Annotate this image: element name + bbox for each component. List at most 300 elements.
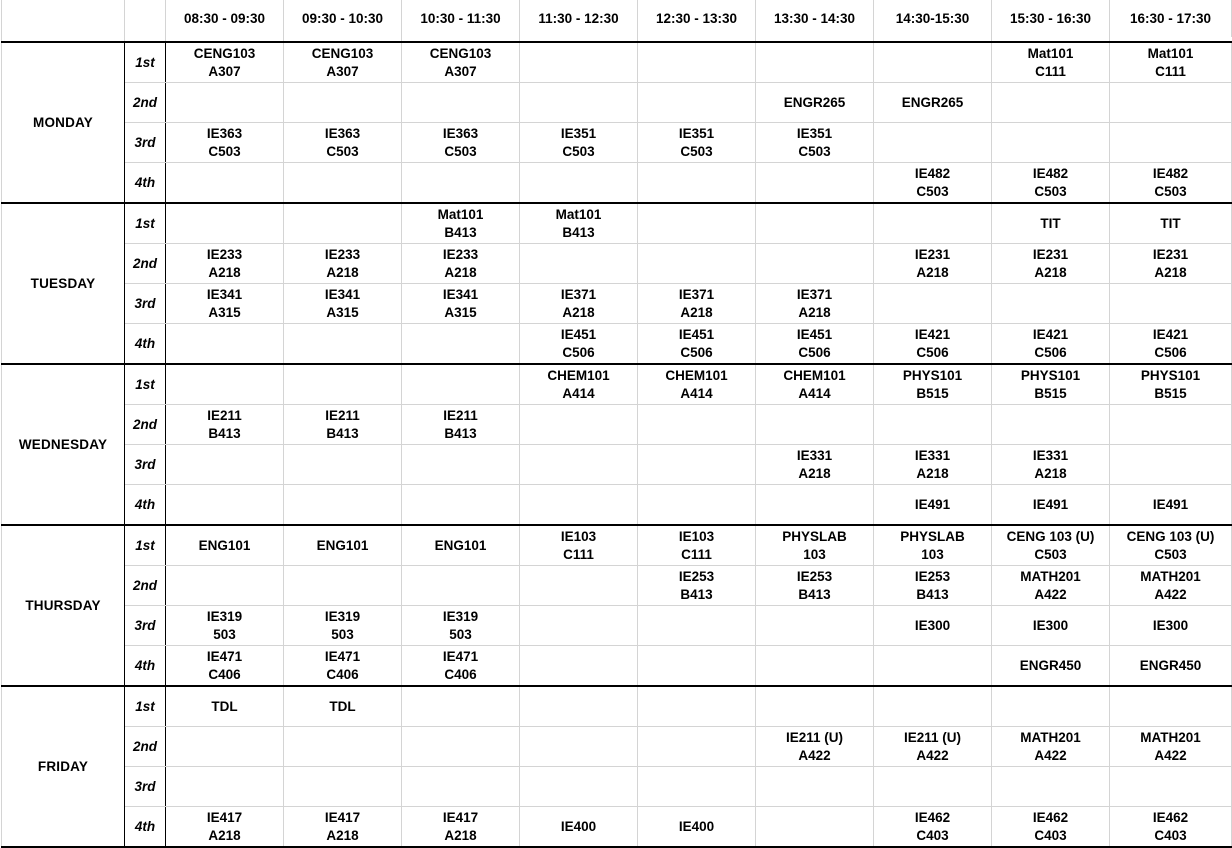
course-cell [992, 364, 1110, 405]
course-cell [1110, 807, 1232, 848]
course-cell [166, 123, 284, 163]
empty-cell [520, 83, 638, 123]
empty-cell [1110, 767, 1232, 807]
slot-label: 4th [125, 324, 166, 365]
empty-cell [638, 485, 756, 526]
empty-cell [284, 445, 402, 485]
course-code: TIT [1040, 215, 1061, 231]
course-cell [166, 686, 284, 727]
course-code: IE400 [678, 818, 715, 834]
course-cell [402, 606, 520, 646]
course-code: IE233 [442, 246, 479, 262]
course-code: IE451 [560, 326, 597, 342]
course-cell [638, 566, 756, 606]
course-cell [992, 445, 1110, 485]
course-code: IE482 [1152, 165, 1189, 181]
slot-label: 2nd [125, 566, 166, 606]
course-cell [520, 807, 638, 848]
course-code: IE491 [1152, 496, 1189, 512]
course-code: MATH201 [1140, 568, 1201, 584]
course-code: ENGR450 [1019, 657, 1082, 673]
course-code: IE341 [442, 286, 479, 302]
course-cell [1110, 163, 1232, 204]
room-code: B515 [916, 385, 949, 401]
room-code: C503 [1154, 546, 1187, 562]
empty-cell [284, 83, 402, 123]
course-cell [284, 244, 402, 284]
course-code: PHYS101 [902, 367, 963, 383]
course-code: ENG101 [316, 537, 369, 553]
course-code: IE253 [796, 568, 833, 584]
slot-label: 4th [125, 646, 166, 687]
course-cell [874, 163, 992, 204]
empty-cell [402, 686, 520, 727]
empty-cell [874, 123, 992, 163]
course-cell [874, 807, 992, 848]
time-header: 11:30 - 12:30 [520, 0, 638, 37]
course-cell [992, 203, 1110, 244]
schedule-row-friday-1st [2, 686, 1232, 727]
room-code: C111 [681, 546, 712, 562]
course-cell [284, 525, 402, 566]
course-code: IE451 [678, 326, 715, 342]
room-code: C506 [562, 344, 595, 360]
empty-cell [992, 405, 1110, 445]
course-code: IE351 [678, 125, 715, 141]
course-cell [284, 807, 402, 848]
course-cell [992, 163, 1110, 204]
empty-cell [638, 244, 756, 284]
course-code: IE331 [1032, 447, 1069, 463]
room-code: C503 [798, 143, 831, 159]
schedule-row-friday-2nd [2, 727, 1232, 767]
slot-label: 4th [125, 163, 166, 204]
course-cell [284, 646, 402, 687]
room-code: A218 [916, 264, 949, 280]
day-label: MONDAY [2, 42, 125, 203]
course-cell [166, 807, 284, 848]
empty-cell [874, 767, 992, 807]
course-code: TIT [1160, 215, 1181, 231]
course-cell [992, 606, 1110, 646]
room-code: C506 [680, 344, 713, 360]
course-cell [992, 42, 1110, 83]
course-cell [1110, 324, 1232, 365]
empty-cell [402, 727, 520, 767]
course-cell [402, 203, 520, 244]
room-code: A422 [1154, 586, 1187, 602]
course-cell [1110, 566, 1232, 606]
course-code: IE421 [914, 326, 951, 342]
course-code: IE211 [325, 407, 360, 423]
schedule-row-tuesday-3rd [2, 284, 1232, 324]
course-cell [756, 284, 874, 324]
course-cell [166, 606, 284, 646]
empty-cell [638, 606, 756, 646]
slot-label: 1st [125, 525, 166, 566]
slot-label: 1st [125, 42, 166, 83]
room-code: A422 [1154, 747, 1187, 763]
course-code: CENG103 [193, 45, 256, 61]
schedule-row-thursday-4th [2, 646, 1232, 687]
room-code: B515 [1154, 385, 1187, 401]
room-code: A315 [326, 304, 359, 320]
room-code: A422 [1034, 586, 1067, 602]
empty-cell [520, 686, 638, 727]
room-code: A218 [1154, 264, 1187, 280]
room-code: A218 [916, 465, 949, 481]
empty-cell [638, 767, 756, 807]
time-header: 15:30 - 16:30 [992, 0, 1110, 37]
course-cell [1110, 485, 1232, 526]
course-code: MATH201 [1140, 729, 1201, 745]
course-cell [1110, 606, 1232, 646]
empty-cell [520, 606, 638, 646]
empty-cell [874, 42, 992, 83]
course-cell [166, 405, 284, 445]
empty-cell [756, 606, 874, 646]
empty-cell [874, 686, 992, 727]
course-code: IE300 [1152, 617, 1189, 633]
time-header: 16:30 - 17:30 [1110, 0, 1232, 37]
slot-label: 1st [125, 364, 166, 405]
empty-cell [874, 203, 992, 244]
empty-cell [874, 284, 992, 324]
course-code: IE351 [560, 125, 597, 141]
empty-cell [756, 485, 874, 526]
course-code: MATH201 [1020, 568, 1081, 584]
course-cell [284, 686, 402, 727]
course-cell [284, 42, 402, 83]
day-label: THURSDAY [2, 525, 125, 686]
course-cell [874, 324, 992, 365]
day-label: TUESDAY [2, 203, 125, 364]
course-cell [638, 364, 756, 405]
room-code: 103 [803, 546, 826, 562]
course-code: IE417 [206, 809, 243, 825]
slot-label: 2nd [125, 244, 166, 284]
slot-label: 2nd [125, 83, 166, 123]
time-header: 10:30 - 11:30 [402, 0, 520, 37]
course-code: IE319 [206, 608, 243, 624]
course-code: IE482 [1032, 165, 1069, 181]
course-code: ENG101 [434, 537, 487, 553]
empty-cell [520, 163, 638, 204]
day-label: FRIDAY [2, 686, 125, 847]
room-code: A218 [326, 264, 359, 280]
empty-cell [166, 727, 284, 767]
course-code: IE103 [678, 528, 715, 544]
course-cell [874, 727, 992, 767]
room-code: C111 [1155, 63, 1186, 79]
room-code: A414 [680, 385, 713, 401]
empty-cell [520, 767, 638, 807]
empty-cell [402, 445, 520, 485]
empty-cell [638, 405, 756, 445]
empty-cell [520, 485, 638, 526]
empty-cell [1110, 284, 1232, 324]
course-code: IE400 [560, 818, 597, 834]
course-code: IE211 (U) [785, 729, 844, 745]
slot-label: 2nd [125, 405, 166, 445]
room-code: 103 [921, 546, 944, 562]
empty-cell [520, 445, 638, 485]
course-cell [992, 485, 1110, 526]
room-code: C406 [326, 666, 359, 682]
course-cell [874, 445, 992, 485]
course-code: IE231 [1032, 246, 1069, 262]
slot-label: 3rd [125, 767, 166, 807]
empty-cell [402, 767, 520, 807]
room-code: C503 [916, 183, 949, 199]
course-code: PHYS101 [1140, 367, 1201, 383]
course-code: IE363 [324, 125, 361, 141]
empty-cell [402, 364, 520, 405]
room-code: C506 [798, 344, 831, 360]
empty-cell [402, 83, 520, 123]
corner-cell [2, 0, 125, 37]
course-cell [992, 727, 1110, 767]
course-code: IE462 [1032, 809, 1069, 825]
empty-cell [756, 686, 874, 727]
course-code: IE233 [206, 246, 243, 262]
course-code: IE341 [206, 286, 243, 302]
empty-cell [1110, 123, 1232, 163]
schedule-row-wednesday-2nd [2, 405, 1232, 445]
room-code: C503 [326, 143, 359, 159]
room-code: C406 [444, 666, 477, 682]
schedule-row-monday-3rd [2, 123, 1232, 163]
course-cell [756, 324, 874, 365]
course-cell [992, 566, 1110, 606]
course-code: IE471 [442, 648, 479, 664]
course-code: MATH201 [1020, 729, 1081, 745]
course-cell [284, 606, 402, 646]
room-code: C503 [208, 143, 241, 159]
course-cell [402, 42, 520, 83]
schedule-row-monday-4th [2, 163, 1232, 204]
empty-cell [520, 646, 638, 687]
empty-cell [166, 83, 284, 123]
course-cell [638, 284, 756, 324]
slot-label: 2nd [125, 727, 166, 767]
room-code: 503 [331, 626, 354, 642]
room-code: A422 [1034, 747, 1067, 763]
slot-label: 4th [125, 807, 166, 848]
room-code: C111 [563, 546, 594, 562]
empty-cell [756, 646, 874, 687]
empty-cell [1110, 83, 1232, 123]
course-code: IE491 [1032, 496, 1069, 512]
room-code: C503 [1154, 183, 1187, 199]
empty-cell [756, 42, 874, 83]
course-cell [402, 807, 520, 848]
course-code: IE233 [324, 246, 361, 262]
course-cell [756, 727, 874, 767]
course-code: IE351 [796, 125, 833, 141]
course-code: IE491 [914, 496, 951, 512]
course-code: IE462 [914, 809, 951, 825]
course-cell [992, 646, 1110, 687]
course-code: CHEM101 [547, 367, 610, 383]
course-cell [520, 203, 638, 244]
empty-cell [756, 807, 874, 848]
empty-cell [284, 163, 402, 204]
room-code: C403 [1034, 827, 1067, 843]
room-code: C503 [562, 143, 595, 159]
corner-cell-slot [125, 0, 166, 37]
course-cell [1110, 525, 1232, 566]
course-cell [638, 324, 756, 365]
empty-cell [402, 566, 520, 606]
course-cell [402, 123, 520, 163]
empty-cell [284, 203, 402, 244]
slot-label: 4th [125, 485, 166, 526]
empty-cell [756, 244, 874, 284]
empty-cell [166, 485, 284, 526]
course-cell [284, 405, 402, 445]
empty-cell [284, 727, 402, 767]
room-code: A307 [208, 63, 241, 79]
empty-cell [284, 485, 402, 526]
course-cell [520, 324, 638, 365]
course-cell [756, 525, 874, 566]
empty-cell [992, 767, 1110, 807]
course-code: IE211 [207, 407, 242, 423]
course-cell [520, 525, 638, 566]
course-code: CHEM101 [665, 367, 728, 383]
course-cell [1110, 203, 1232, 244]
course-code: IE331 [796, 447, 833, 463]
course-code: Mat101 [1147, 45, 1194, 61]
course-cell [402, 525, 520, 566]
empty-cell [166, 163, 284, 204]
course-code: IE331 [914, 447, 951, 463]
room-code: A218 [208, 264, 241, 280]
weekly-schedule-table [1, 0, 1232, 848]
empty-cell [756, 767, 874, 807]
course-code: IE471 [324, 648, 361, 664]
empty-cell [638, 727, 756, 767]
empty-cell [166, 203, 284, 244]
course-code: PHYS101 [1020, 367, 1081, 383]
course-code: ENGR265 [901, 94, 964, 110]
schedule-row-monday-2nd [2, 83, 1232, 123]
empty-cell [756, 405, 874, 445]
course-cell [756, 566, 874, 606]
empty-cell [166, 364, 284, 405]
room-code: A218 [798, 465, 831, 481]
room-code: A414 [562, 385, 595, 401]
course-cell [284, 123, 402, 163]
schedule-row-wednesday-3rd [2, 445, 1232, 485]
room-code: C506 [1034, 344, 1067, 360]
course-cell [874, 525, 992, 566]
empty-cell [520, 405, 638, 445]
course-code: IE417 [442, 809, 479, 825]
course-code: IE363 [206, 125, 243, 141]
course-code: IE231 [914, 246, 951, 262]
room-code: A422 [916, 747, 949, 763]
schedule-row-wednesday-4th [2, 485, 1232, 526]
empty-cell [874, 646, 992, 687]
empty-cell [1110, 445, 1232, 485]
course-code: Mat101 [437, 206, 484, 222]
schedule-row-thursday-1st [2, 525, 1232, 566]
course-code: IE471 [206, 648, 243, 664]
slot-label: 3rd [125, 123, 166, 163]
course-cell [166, 284, 284, 324]
course-code: TDL [211, 698, 238, 714]
room-code: C406 [208, 666, 241, 682]
room-code: 503 [449, 626, 472, 642]
room-code: C503 [680, 143, 713, 159]
empty-cell [166, 566, 284, 606]
course-code: ENGR265 [783, 94, 846, 110]
empty-cell [638, 42, 756, 83]
empty-cell [638, 445, 756, 485]
room-code: C111 [1035, 63, 1066, 79]
empty-cell [756, 163, 874, 204]
room-code: A218 [208, 827, 241, 843]
empty-cell [520, 244, 638, 284]
course-cell [756, 123, 874, 163]
room-code: C503 [444, 143, 477, 159]
empty-cell [992, 123, 1110, 163]
course-code: IE253 [678, 568, 715, 584]
course-cell [402, 244, 520, 284]
schedule-row-thursday-2nd [2, 566, 1232, 606]
course-cell [520, 364, 638, 405]
empty-cell [402, 163, 520, 204]
room-code: B413 [444, 224, 477, 240]
schedule-row-friday-3rd [2, 767, 1232, 807]
room-code: B413 [208, 425, 241, 441]
course-code: IE341 [324, 286, 361, 302]
course-code: IE462 [1152, 809, 1189, 825]
course-cell [284, 284, 402, 324]
room-code: A307 [444, 63, 477, 79]
course-cell [638, 123, 756, 163]
room-code: A218 [444, 827, 477, 843]
slot-label: 3rd [125, 284, 166, 324]
course-cell [166, 42, 284, 83]
empty-cell [284, 767, 402, 807]
room-code: B515 [1034, 385, 1067, 401]
course-code: IE451 [796, 326, 833, 342]
course-code: IE103 [560, 528, 597, 544]
course-code: CENG103 [311, 45, 374, 61]
schedule-body [2, 42, 1232, 847]
course-cell [992, 244, 1110, 284]
room-code: A218 [444, 264, 477, 280]
room-code: A218 [1034, 465, 1067, 481]
empty-cell [638, 163, 756, 204]
course-cell [992, 324, 1110, 365]
course-cell [1110, 244, 1232, 284]
empty-cell [166, 324, 284, 365]
course-code: IE371 [678, 286, 715, 302]
course-cell [874, 83, 992, 123]
room-code: A422 [798, 747, 831, 763]
slot-label: 1st [125, 203, 166, 244]
course-cell [992, 807, 1110, 848]
schedule-row-tuesday-1st [2, 203, 1232, 244]
course-code: ENGR450 [1139, 657, 1202, 673]
room-code: A218 [1034, 264, 1067, 280]
empty-cell [1110, 405, 1232, 445]
course-cell [1110, 364, 1232, 405]
